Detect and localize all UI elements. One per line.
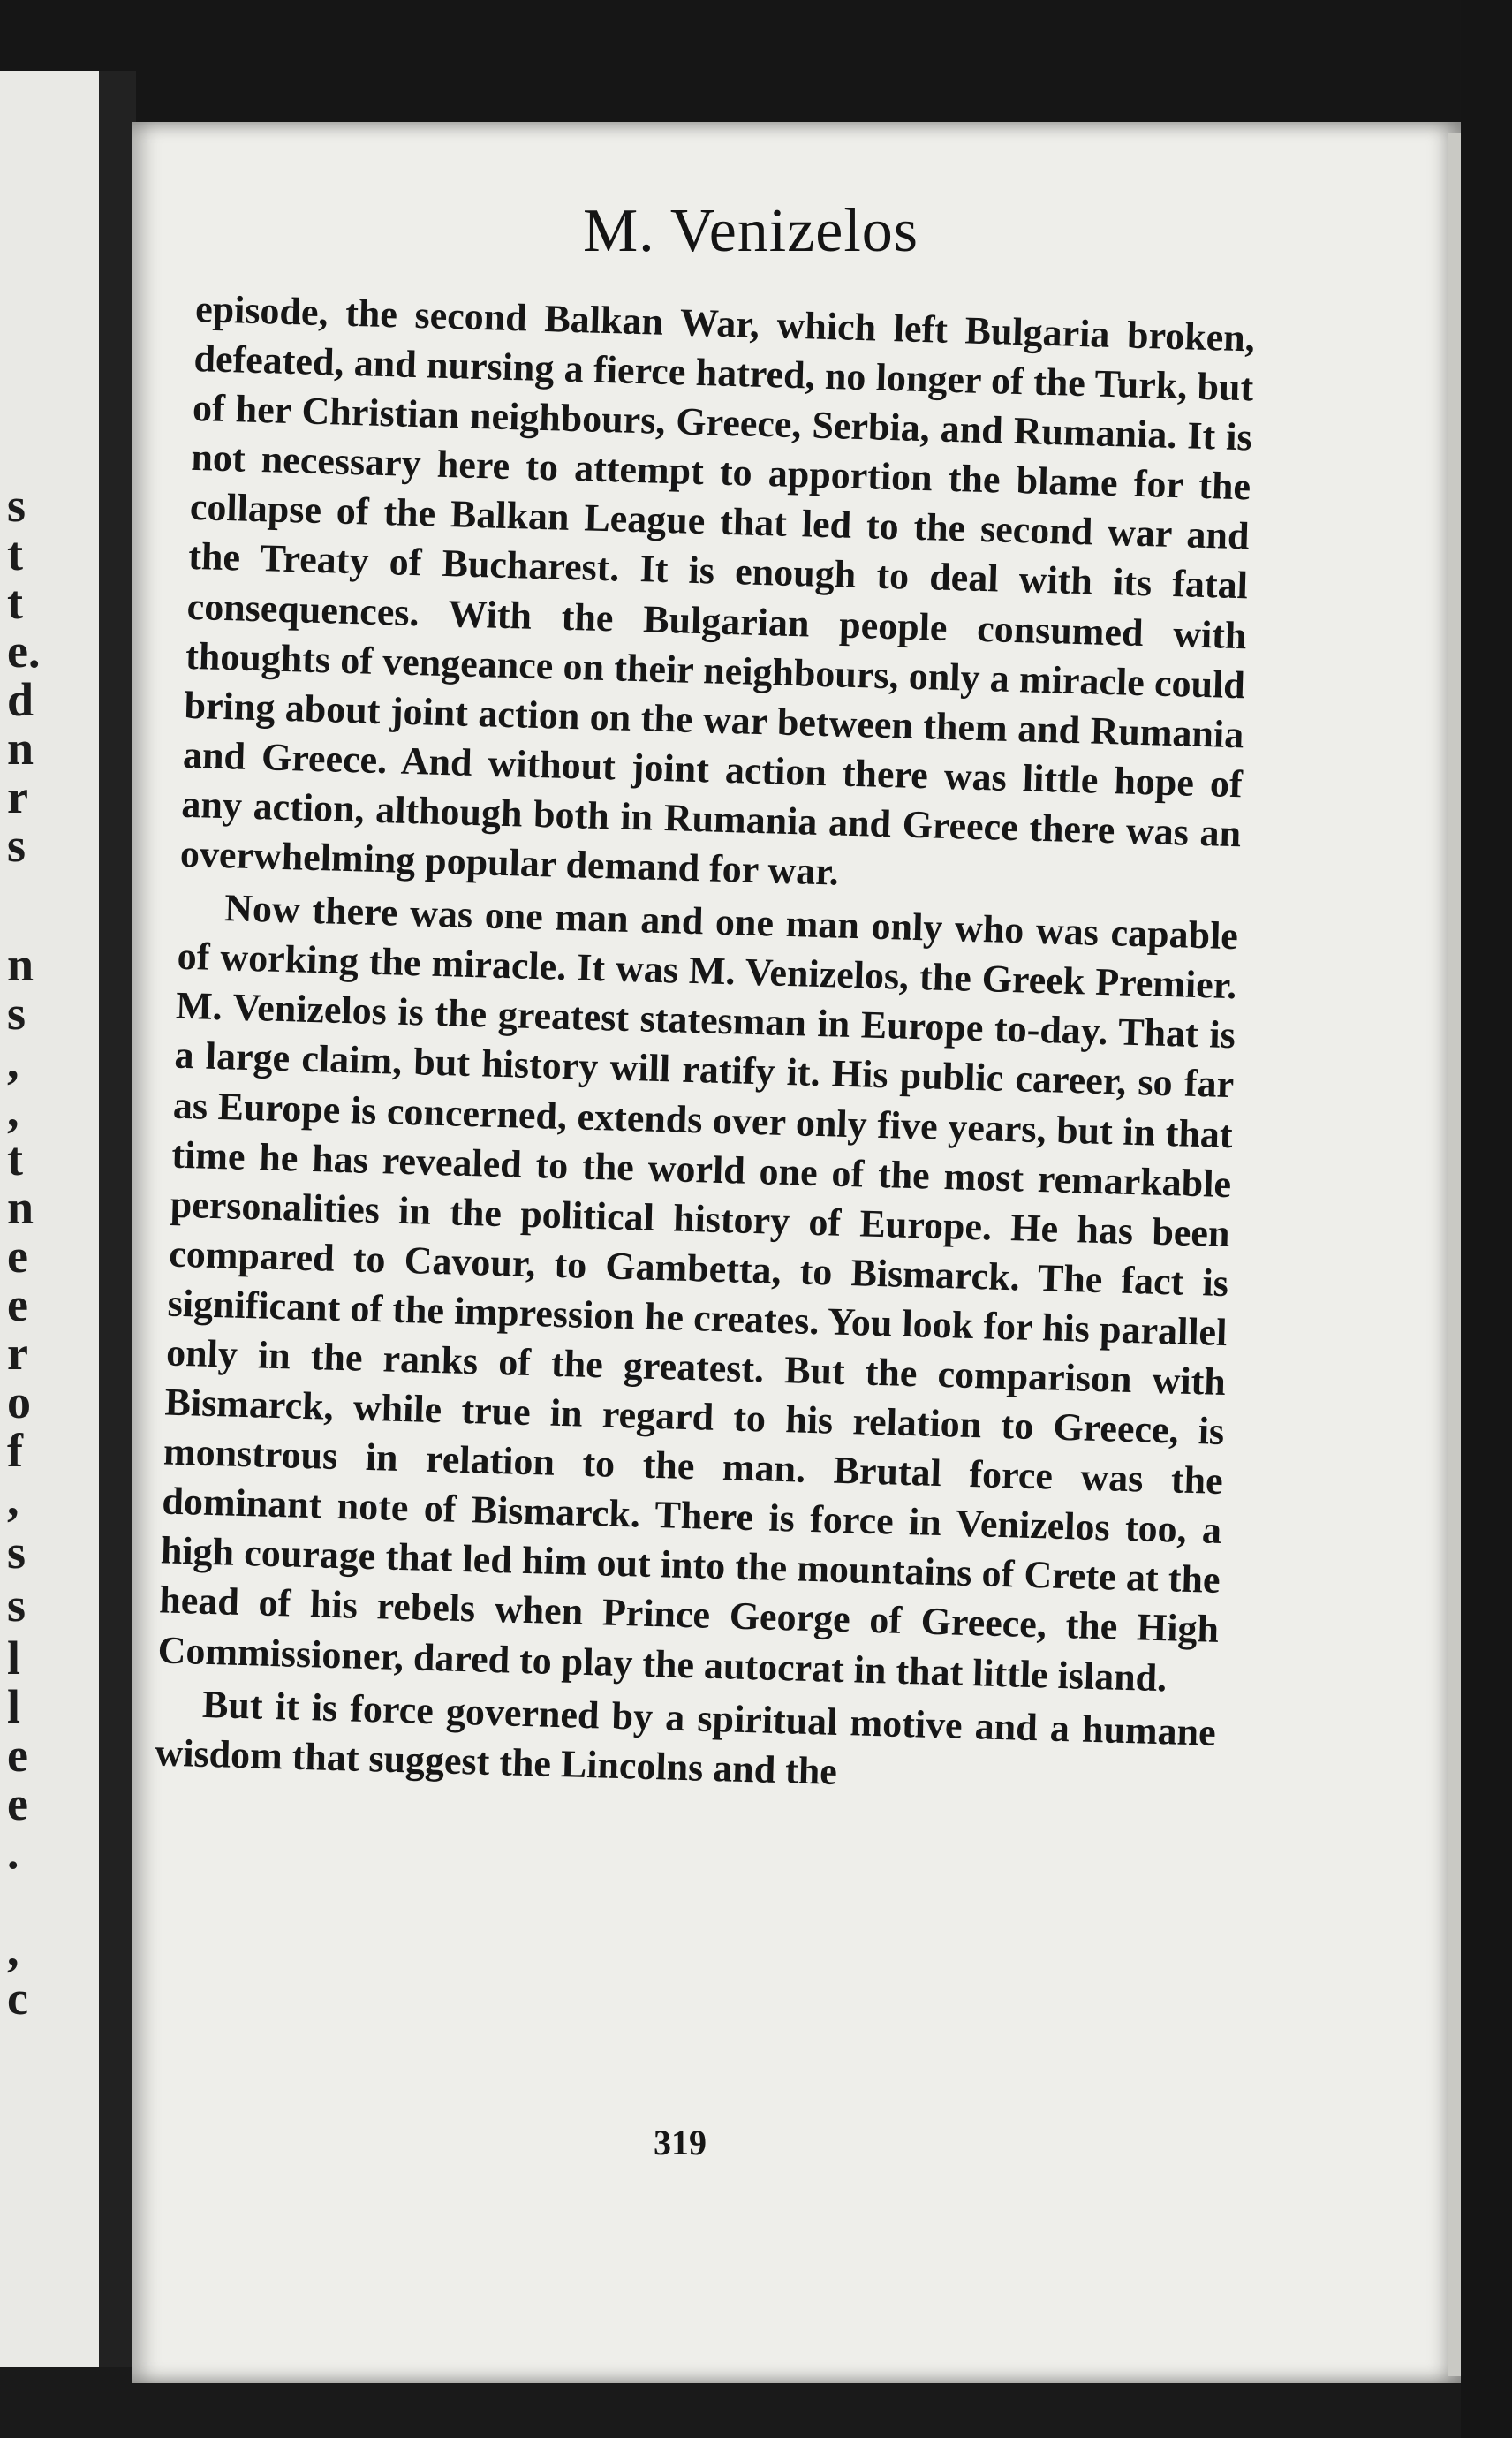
facing-page-fragment: t (7, 527, 23, 580)
facing-page-fragment: e (7, 1729, 28, 1782)
facing-page-fragment: e (7, 1777, 28, 1830)
facing-page-fragment: . (7, 1826, 19, 1879)
paragraph: Now there was one man and one man only who was capable of working the miracle. It was M. Venizelos, the Greek Premier. M. Venizelos is the greatest statesman in Europe to-day. That is a large claim, but history will ratify it. His public career, so far as Europe is concerned, extends over only five years, but in that time he has revealed to the world one of the most remarkable personalities in the political history of Europe. He has been compared to Cavour, to Gambetta, to Bismarck. The fact is significant of the impression he creates. You look for his parallel only in the ranks of the greatest. But the comparison with Bismarck, while true in regard to his relation to Greece, is monstrous in relation to the man. Brutal force was the dominant note of Bismarck. There is force in Venizelos too, a high courage that led him out into the mountains of Crete at the head of his rebels when Prince George of Greece, the High Commissioner, dared to play the autocrat in that little island. (157, 886, 1239, 1700)
facing-page-fragment: , (7, 1473, 19, 1526)
facing-page-fragment: c (7, 1972, 28, 2025)
facing-page-fragment: e (7, 1278, 28, 1331)
page-number: 319 (654, 2123, 707, 2162)
body-text (155, 284, 1256, 1807)
facing-page-fragment: s (7, 819, 26, 872)
facing-page-fragment: r (7, 770, 28, 823)
facing-page-fragment: s (7, 1526, 26, 1579)
facing-page-fragment: n (7, 722, 34, 775)
facing-page-fragment: r (7, 1327, 28, 1380)
facing-page-fragment: , (7, 1923, 19, 1976)
paragraph: But it is force governed by a spiritual motive and a humane wisdom that suggest the Lincolns and the (154, 1682, 1217, 1793)
facing-page-edge (0, 71, 99, 2367)
facing-page-fragment: s (7, 987, 26, 1040)
page-heading: M. Venizelos (582, 197, 919, 265)
facing-page-fragment: , (7, 1084, 19, 1137)
facing-page-fragment: s (7, 479, 26, 532)
facing-page-fragment: e (7, 1230, 28, 1283)
facing-page-fragment: l (7, 1680, 21, 1733)
facing-page-fragment: n (7, 1181, 34, 1234)
facing-page-fragment: e. (7, 625, 41, 678)
facing-page-fragment: t (7, 1132, 23, 1185)
facing-page-fragment: d (7, 673, 34, 726)
facing-page-fragment: s (7, 1579, 26, 1632)
facing-page-fragment: t (7, 576, 23, 629)
facing-page-fragment: f (7, 1424, 23, 1477)
page-edge-shadow (1448, 132, 1461, 2376)
book-gutter (99, 71, 136, 2367)
scan-background-top (0, 0, 1512, 132)
facing-page-fragment: n (7, 938, 34, 991)
paragraph: episode, the second Balkan War, which left Bulgaria broken, defeated, and nursing a fierce hatred, no longer of the Turk, but of her Christian neighbours, Greece, Serbia, and Rumania. It is not necessary here to attempt to apportion the blame for the collapse of the Balkan League that led to the second war and the Treaty of Bucharest. It is enough to deal with its fatal consequences. With the Bulgarian people consumed with thoughts of vengeance on their neighbours, only a miracle could bring about joint action on the war between them and Rumania and Greece. And without joint action there was little hope of any action, although both in Rumania and Greece there was an overwhelming popular demand for war. (179, 286, 1256, 894)
facing-page-fragment: l (7, 1632, 21, 1685)
facing-page-fragment: , (7, 1035, 19, 1088)
scan-background-right (1461, 0, 1512, 2438)
facing-page-fragment: o (7, 1375, 31, 1428)
